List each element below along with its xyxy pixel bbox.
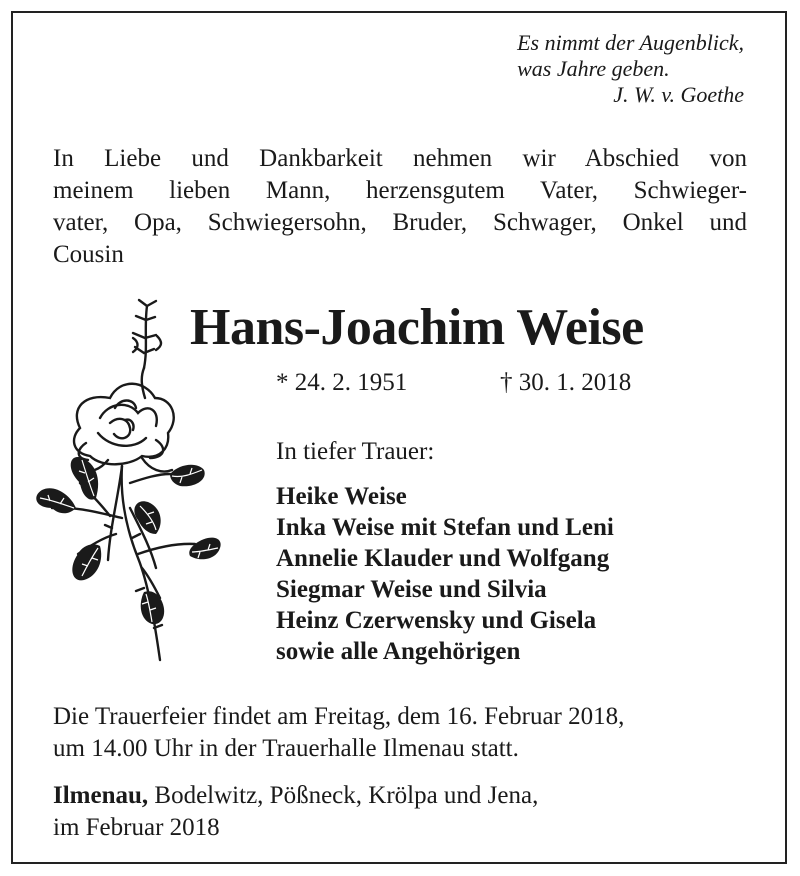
mourner-item: Siegmar Weise und Silvia bbox=[276, 576, 547, 603]
intro-text bbox=[53, 143, 747, 271]
mourner-item: Inka Weise mit Stefan und Leni bbox=[276, 514, 614, 541]
mourners-list bbox=[276, 481, 614, 667]
ceremony-line-1: Die Trauerfeier findet am Freitag, dem 16. Februar 2018, bbox=[53, 703, 625, 730]
deceased-name: Hans-Joachim Weise bbox=[190, 299, 644, 356]
birth-date: * 24. 2. 1951 bbox=[276, 369, 408, 396]
death-date: † 30. 1. 2018 bbox=[500, 369, 632, 396]
quote-line-1: Es nimmt der Augenblick, bbox=[517, 30, 744, 55]
mourner-item: Heinz Czerwensky und Gisela bbox=[276, 607, 597, 634]
intro-line-2: meinem lieben Mann, herzensgutem Vater, Schwieger- bbox=[53, 177, 747, 204]
place-city: Ilmenau, bbox=[53, 782, 149, 809]
ceremony-info bbox=[53, 701, 624, 765]
intro-line-1: In Liebe und Dankbarkeit nehmen wir Abschied von bbox=[53, 145, 747, 172]
goethe-quote bbox=[517, 30, 744, 108]
place-others: Bodelwitz, Pößneck, Krölpa und Jena, bbox=[148, 782, 539, 809]
quote-line-2: was Jahre geben. bbox=[517, 56, 670, 81]
mourner-item: Heike Weise bbox=[276, 483, 407, 510]
mourner-item: Annelie Klauder und Wolfgang bbox=[276, 545, 610, 572]
intro-line-3: vater, Opa, Schwiegersohn, Bruder, Schwager, Onkel und bbox=[53, 209, 747, 236]
life-dates bbox=[276, 367, 632, 399]
quote-author: J. W. v. Goethe bbox=[613, 82, 744, 107]
place-and-date bbox=[53, 780, 538, 844]
mourner-item: sowie alle Angehörigen bbox=[276, 638, 521, 665]
ceremony-line-2: um 14.00 Uhr in der Trauerhalle Ilmenau statt. bbox=[53, 735, 519, 762]
intro-line-4: Cousin bbox=[53, 241, 124, 268]
place-date: im Februar 2018 bbox=[53, 814, 220, 841]
mourning-heading: In tiefer Trauer: bbox=[276, 438, 435, 465]
